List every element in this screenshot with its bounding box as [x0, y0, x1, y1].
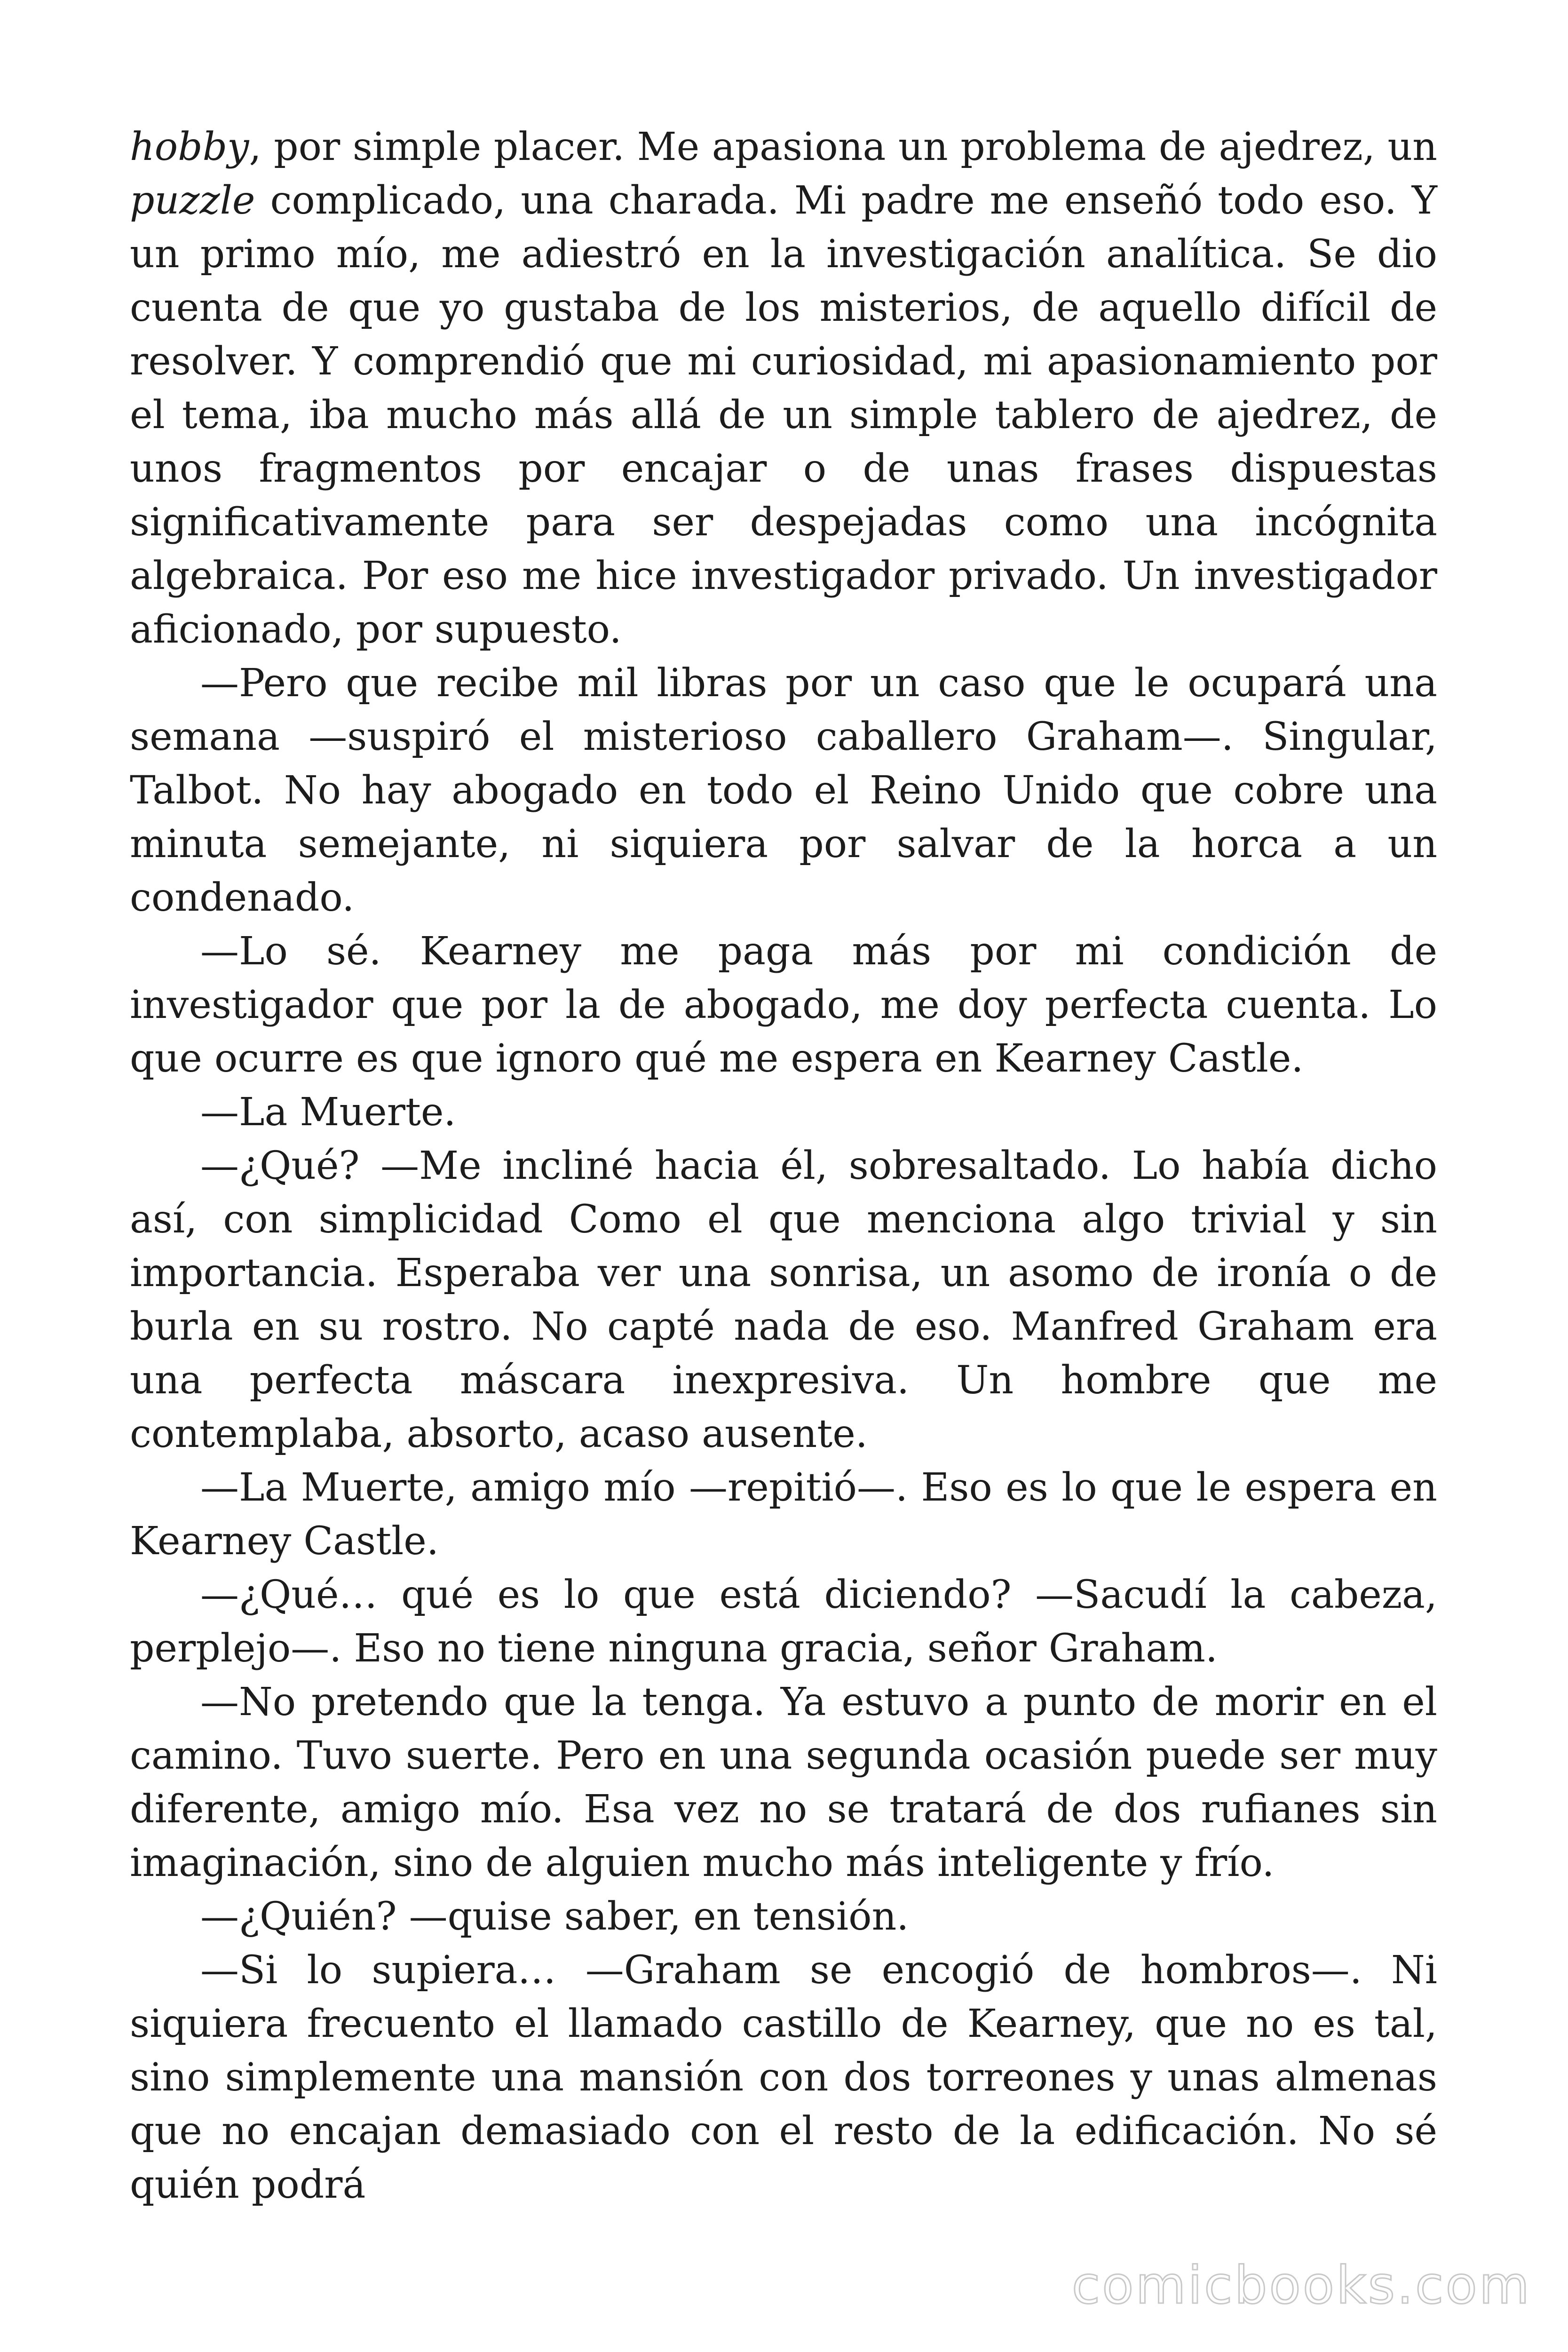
text-run: —Pero que recibe mil libras por un caso que le ocupará una semana —suspiró el misterioso caballero Graham—. Singular, Talbot. No hay abogado en todo el Reino Unido que cobre una minuta semejante, ni siquiera por salvar de la horca a un condenado.	[130, 661, 1437, 920]
paragraph	[130, 1890, 1437, 1944]
watermark-logo: comicbooks.com	[1071, 2255, 1531, 2315]
italic-text-run: puzzle	[130, 178, 255, 223]
text-run: —No pretendo que la tenga. Ya estuvo a punto de morir en el camino. Tuvo suerte. Pero en una segunda ocasión puede ser muy diferente, amigo mío. Esa vez no se tratará de dos rufianes sin imaginación, sino de alguien mucho más inteligente y frío.	[130, 1680, 1437, 1885]
text-run: , por simple placer. Me apasiona un problema de ajedrez, un	[249, 125, 1437, 169]
paragraph	[130, 120, 1437, 657]
paragraph	[130, 1086, 1437, 1139]
text-run: —Si lo supiera… —Graham se encogió de hombros—. Ni siquiera frecuento el llamado castillo de Kearney, que no es tal, sino simplemente una mansión con dos torreones y unas almenas que no encajan demasiado con el resto de la edificación. No sé quién podrá	[130, 1948, 1437, 2207]
text-run: —¿Quién? —quise saber, en tensión.	[200, 1894, 909, 1939]
paragraph	[130, 1568, 1437, 1676]
paragraph	[130, 1676, 1437, 1890]
text-run: —La Muerte, amigo mío —repitió—. Eso es lo que le espera en Kearney Castle.	[130, 1465, 1437, 1564]
text-run: —Lo sé. Kearney me paga más por mi condición de investigador que por la de abogado, me doy perfecta cuenta. Lo que ocurre es que ignoro qué me espera en Kearney Castle.	[130, 929, 1437, 1081]
italic-text-run: hobby	[130, 125, 249, 169]
text-run: —La Muerte.	[200, 1090, 456, 1135]
paragraph	[130, 925, 1437, 1086]
paragraph	[130, 657, 1437, 925]
paragraph	[130, 1461, 1437, 1568]
paragraph	[130, 1944, 1437, 2212]
text-run: —¿Qué… qué es lo que está diciendo? —Sacudí la cabeza, perplejo—. Eso no tiene ninguna gracia, señor Graham.	[130, 1573, 1437, 1671]
paragraph	[130, 1139, 1437, 1461]
book-page-text	[130, 120, 1437, 2212]
text-run: complicado, una charada. Mi padre me enseñó todo eso. Y un primo mío, me adiestró en la investigación analítica. Se dio cuenta de que yo gustaba de los misterios, de aquello difícil de resolver. Y comprendió que mi curiosidad, mi apasionamiento por el tema, iba mucho más allá de un simple tablero de ajedrez, de unos fragmentos por encajar o de unas frases dispuestas significativamente para ser despejadas como una incógnita algebraica. Por eso me hice investigador privado. Un investigador aficionado, por supuesto.	[130, 178, 1437, 652]
text-run: —¿Qué? —Me incliné hacia él, sobresaltado. Lo había dicho así, con simplicidad Como el que menciona algo trivial y sin importancia. Esperaba ver una sonrisa, un asomo de ironía o de burla en su rostro. No capté nada de eso. Manfred Graham era una perfecta máscara inexpresiva. Un hombre que me contemplaba, absorto, acaso ausente.	[130, 1144, 1437, 1456]
